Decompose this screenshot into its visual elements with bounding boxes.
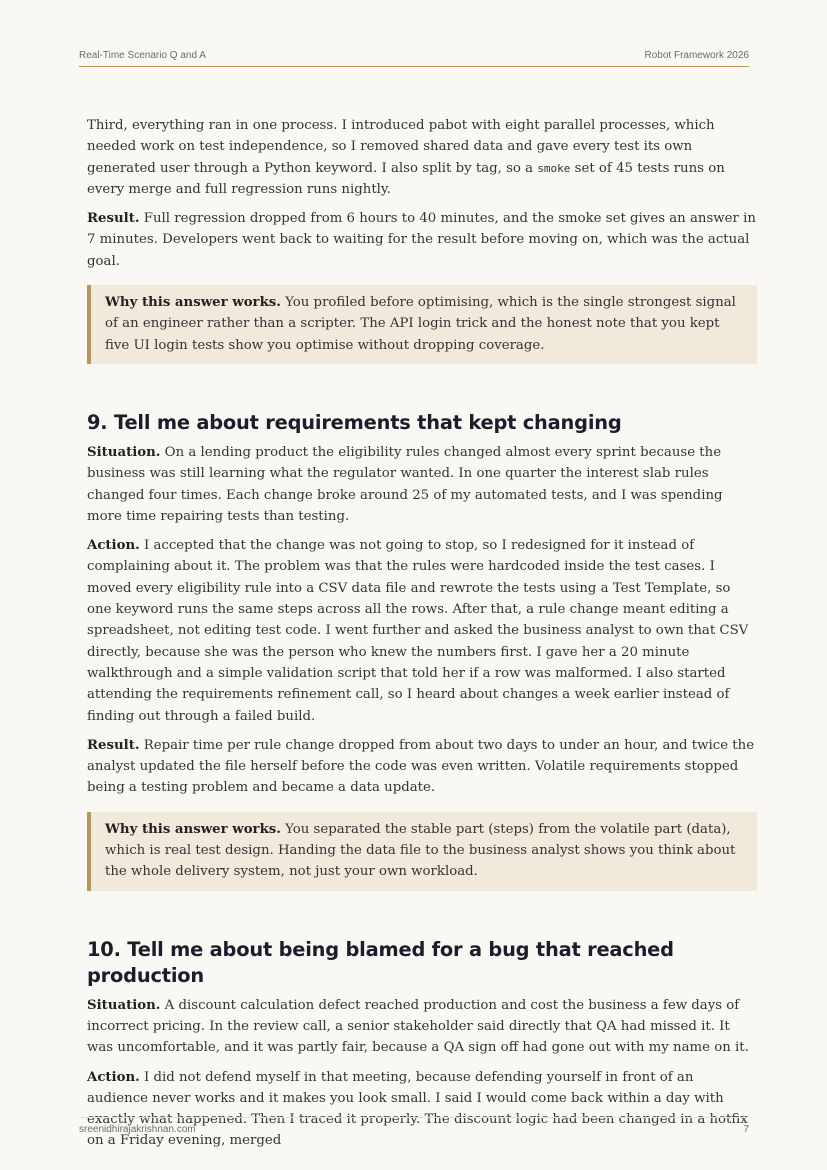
header-right-title: Robot Framework 2026 [644, 50, 749, 61]
q10-action: Action. I did not defend myself in that meeting, because defending yourself in front of an audience never works and it makes you look small. I said I would come back within a day with exactly what happened. Then I traced it properly. The discount logic had been changed in a hotfix on a Friday evening, merged [87, 1069, 748, 1149]
paragraph-result-q8: Result. Full regression dropped from 6 hours to 40 minutes, and the smoke set gives an answer in 7 minutes. Developers went back to waiting for the result before moving on, which was the actual goal. [87, 211, 756, 269]
paragraph-parallel: Third, everything ran in one process. I introduced pabot with eight parallel processes, which needed work on test independence, so I removed shared data and gave every test its own generated user through a Python keyword. I also split by tag, so a smoke set of 45 tests runs on every merge and full regression runs nightly. [87, 118, 725, 197]
footer-site: sreenidhirajakrishnan.com [79, 1124, 196, 1135]
page-footer [79, 1117, 749, 1135]
page-content [87, 115, 757, 1160]
q10-situation: Situation. A discount calculation defect reached production and cost the business a few days of incorrect pricing. In the review call, a senior stakeholder said directly that QA had missed it. It was uncomfortable, and it was partly fair, because a QA sign off had gone out with my name on it. [87, 997, 749, 1056]
page-number: 7 [743, 1124, 749, 1135]
page-header [79, 50, 749, 67]
inline-code-smoke: smoke [537, 161, 571, 175]
q9-situation: Situation. On a lending product the eligibility rules changed almost every sprint because the business was still learning what the regulator wanted. In one quarter the interest slab rules changed four times. Each change broke around 25 of my automated tests, and I was spending more time repairing tests than testing. [87, 444, 723, 524]
q9-action: Action. I accepted that the change was not going to stop, so I redesigned for it instead of complaining about it. The problem was that the rules were hardcoded inside the test cases. I moved every eligibility rule into a CSV data file and rewrote the tests using a Test Template, so one keyword runs the same steps across all the rows. After that, a rule change meant editing a spreadsheet, not editing test code. I went further and asked the business analyst to own that CSV directly, because she was the person who knew the numbers first. I gave her a 20 minute walkthrough and a simple validation script that told her if a row was malformed. I also started attending the requirements refinement call, so I heard about changes a week earlier instead of finding out through a failed build. [87, 538, 749, 724]
result-label: Result. [87, 211, 140, 227]
question-9-heading: 9. Tell me about requirements that kept changing [87, 410, 622, 434]
callout-label: Why this answer works. [105, 295, 281, 311]
question-10-heading: 10. Tell me about being blamed for a bug that reached production [87, 937, 674, 987]
q9-result: Result. Repair time per rule change dropped from about two days to under an hour, and twice the analyst updated the file herself before the code was even written. Volatile requirements stopped being a testing problem and became a data update. [87, 737, 755, 796]
callout-why-q8: Why this answer works. You profiled before optimising, which is the single strongest signal of an engineer rather than a scripter. The API login trick and the honest note that you kept five UI login tests show you optimise without dropping coverage. [87, 285, 757, 364]
callout-label: Why this answer works. [105, 821, 281, 837]
callout-why-q9: Why this answer works. You separated the stable part (steps) from the volatile part (data), which is real test design. Handing the data file to the business analyst shows you think about the whole delivery system, not just your own workload. [87, 812, 757, 891]
header-left-title: Real-Time Scenario Q and A [79, 50, 206, 61]
